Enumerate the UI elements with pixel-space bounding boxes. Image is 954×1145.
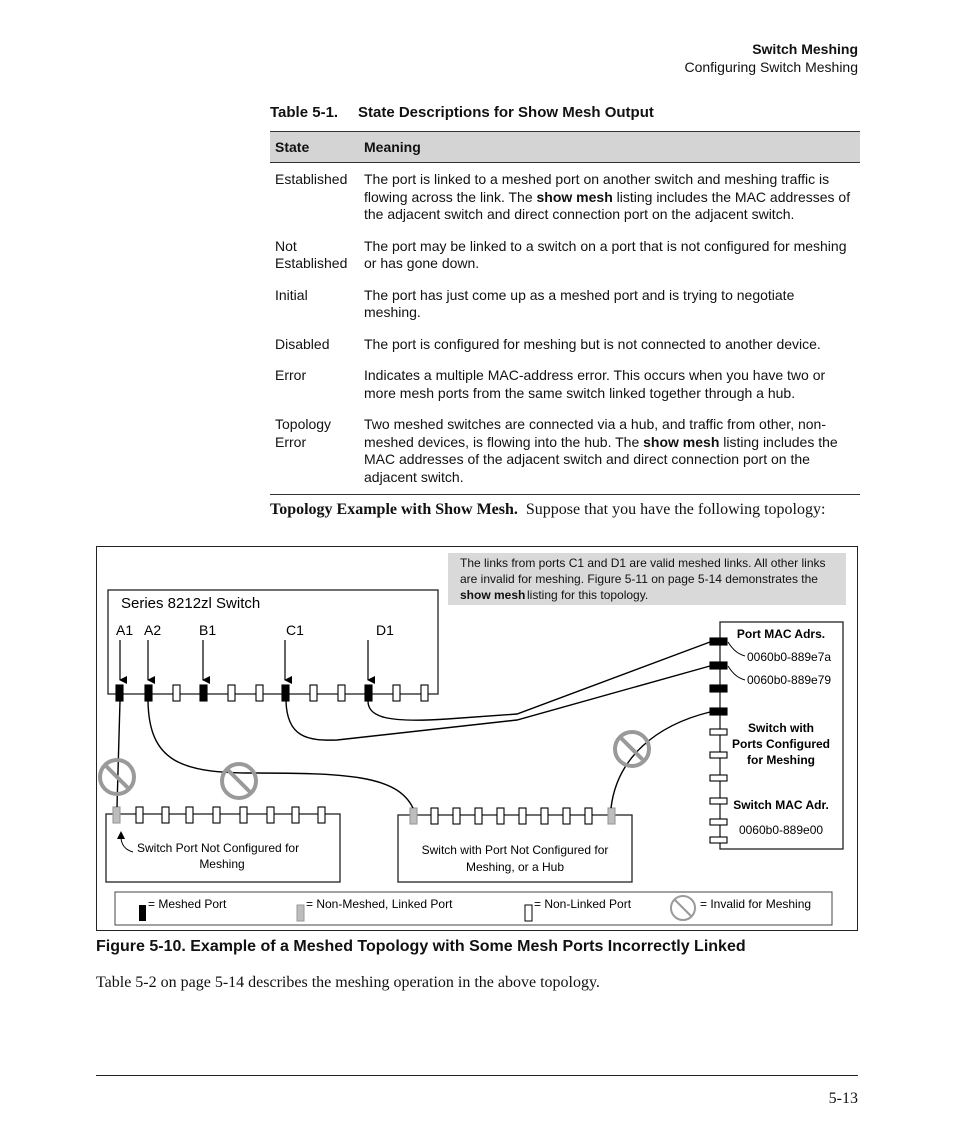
port-non-meshed-linked <box>608 808 615 824</box>
hub-label-2: Meshing, or a Hub <box>465 860 565 874</box>
port-label-a1: A1 <box>116 622 134 638</box>
meaning-command: show mesh <box>643 433 720 450</box>
invalid-symbol-a2 <box>222 764 256 798</box>
topology-paragraph <box>270 499 860 520</box>
meaning-cell <box>359 280 860 329</box>
note-line-2: are invalid for meshing. Figure 5-11 on page 5-14 demonstrates the <box>460 572 818 586</box>
port-non-linked <box>338 685 345 701</box>
port-a1 <box>116 685 123 701</box>
meaning-cell <box>359 231 860 280</box>
table-row <box>270 409 860 495</box>
reference-paragraph: Table 5-2 on page 5-14 describes the meshing operation in the above topology. <box>96 974 600 991</box>
topology-figure <box>96 546 858 931</box>
port-non-linked <box>228 685 235 701</box>
port-non-linked <box>431 808 438 824</box>
state-cell: Topology Error <box>270 409 359 495</box>
legend-non-linked-icon <box>525 905 532 921</box>
legend-linked-label: = Non-Meshed, Linked Port <box>306 897 453 911</box>
running-header-section: Switch Meshing <box>752 41 858 57</box>
meaning-text: The port is configured for meshing but is not connected to another device. <box>364 335 821 352</box>
table-row <box>270 163 860 231</box>
table-row <box>270 360 860 409</box>
non-mesh-switch-label-2: Meshing <box>199 857 245 871</box>
page-number: 5-13 <box>828 1090 858 1107</box>
meshing-switch-label-3: for Meshing <box>747 753 815 767</box>
main-switch-label: Series 8212zl Switch <box>121 595 261 612</box>
port-non-linked <box>475 808 482 824</box>
note-line-3: listing for this topology. <box>527 588 649 602</box>
port-non-linked <box>453 808 460 824</box>
legend-linked-icon <box>297 905 304 921</box>
meaning-text: listing includes the MAC addresses of the adjacent switch and direct connection port on the adjacent switch. <box>364 433 838 485</box>
note-line-1: The links from ports C1 and D1 are valid meshed links. All other links <box>460 556 826 570</box>
figure-caption: Figure 5-10. Example of a Meshed Topology with Some Mesh Ports Incorrectly Linked <box>96 938 746 955</box>
table-row <box>270 329 860 361</box>
table-caption-title: State Descriptions for Show Mesh Output <box>358 104 654 121</box>
port-non-linked <box>710 752 727 758</box>
port-non-linked <box>267 807 274 823</box>
table-header-row <box>270 132 860 163</box>
port-non-linked <box>497 808 504 824</box>
meaning-command: show mesh <box>536 188 613 205</box>
port-d1 <box>365 685 372 701</box>
running-header-subsection: Configuring Switch Meshing <box>684 59 858 75</box>
port-non-linked <box>240 807 247 823</box>
port-non-linked <box>213 807 220 823</box>
legend-non-linked-label: = Non-Linked Port <box>534 897 632 911</box>
port-non-linked <box>421 685 428 701</box>
meaning-text: The port has just come up as a meshed port and is trying to negotiate meshing. <box>364 286 795 320</box>
state-cell: Initial <box>275 286 308 303</box>
column-header-state: State <box>270 132 359 163</box>
mesh-port-3 <box>710 685 727 692</box>
cable-hub-mesh <box>611 712 710 808</box>
topology-diagram <box>97 547 859 932</box>
legend-invalid-label: = Invalid for Meshing <box>700 897 812 911</box>
mesh-port-1 <box>710 638 727 645</box>
port-non-meshed-linked <box>113 807 120 823</box>
port-non-linked <box>585 808 592 824</box>
meaning-text: The port is linked to a meshed port on another switch and meshing traffic is flowing across the link. The <box>364 171 830 205</box>
port-non-linked <box>292 807 299 823</box>
port-non-linked <box>710 798 727 804</box>
topology-heading: Topology Example with Show Mesh. <box>270 501 518 518</box>
port-non-linked <box>541 808 548 824</box>
port-mac-2: 0060b0-889e79 <box>747 673 832 687</box>
table-caption <box>270 104 654 121</box>
port-non-linked <box>710 775 727 781</box>
switch-mac-title: Switch MAC Adr. <box>733 798 829 812</box>
meaning-text: listing includes the MAC addresses of the adjacent switch and direct connection port on the adjacent switch. <box>364 188 851 222</box>
mesh-port-2 <box>710 662 727 669</box>
state-cell: Established <box>275 171 348 187</box>
switch-mac-value: 0060b0-889e00 <box>738 823 824 837</box>
port-non-linked <box>256 685 263 701</box>
port-non-linked <box>310 685 317 701</box>
state-cell: Not Established <box>275 237 348 271</box>
port-non-linked <box>318 807 325 823</box>
footer-rule <box>96 1075 858 1076</box>
port-label-b1: B1 <box>199 622 217 638</box>
port-non-linked <box>563 808 570 824</box>
meaning-text: Indicates a multiple MAC-address error. This occurs when you have two or more mesh ports from the same switch linked together through a hub. <box>364 367 826 401</box>
cable-a2 <box>148 701 413 808</box>
hub-label-1: Switch with Port Not Configured for <box>421 843 609 857</box>
port-a2 <box>145 685 152 701</box>
meaning-cell <box>359 329 860 361</box>
port-mac-title: Port MAC Adrs. <box>736 627 826 641</box>
port-non-linked <box>519 808 526 824</box>
meshing-switch-label-2: Ports Configured <box>732 737 830 751</box>
port-label-a2: A2 <box>144 622 162 638</box>
meshing-switch-label-1: Switch with <box>748 721 814 735</box>
meaning-text: The port may be linked to a switch on a port that is not configured for meshing or has gone down. <box>364 237 847 271</box>
port-non-linked <box>393 685 400 701</box>
port-non-linked <box>162 807 169 823</box>
port-non-linked <box>710 729 727 735</box>
port-non-linked <box>710 819 727 825</box>
meaning-cell <box>359 360 860 409</box>
port-c1 <box>282 685 289 701</box>
table-row <box>270 280 860 329</box>
meaning-cell <box>359 163 860 231</box>
invalid-symbol-hub <box>615 732 649 766</box>
port-non-linked <box>186 807 193 823</box>
port-non-meshed-linked <box>410 808 417 824</box>
non-mesh-switch-label-1: Switch Port Not Configured for <box>137 841 300 855</box>
legend-meshed-label: = Meshed Port <box>148 897 227 911</box>
column-header-meaning: Meaning <box>359 132 860 163</box>
port-non-linked <box>136 807 143 823</box>
legend-meshed-icon <box>139 905 146 921</box>
table-row <box>270 231 860 280</box>
invalid-symbols <box>100 732 649 798</box>
port-non-linked <box>710 837 727 843</box>
meaning-cell <box>359 409 860 495</box>
port-label-d1: D1 <box>376 622 394 638</box>
state-cell: Disabled <box>275 335 330 352</box>
mesh-port-4 <box>710 708 727 715</box>
meaning-text: Two meshed switches are connected via a hub, and traffic from other, non-meshed devices, is flowing into the hub. The <box>364 416 826 450</box>
topology-text: Suppose that you have the following topology: <box>525 501 826 518</box>
table-caption-number: Table 5-1. <box>270 104 339 121</box>
note-command: show mesh <box>460 588 526 602</box>
port-b1 <box>200 685 207 701</box>
port-non-linked <box>173 685 180 701</box>
cable-a1 <box>117 701 120 807</box>
state-cell: Error <box>275 367 307 383</box>
port-mac-1: 0060b0-889e7a <box>747 650 832 664</box>
port-label-c1: C1 <box>286 622 304 638</box>
state-table <box>270 131 860 495</box>
